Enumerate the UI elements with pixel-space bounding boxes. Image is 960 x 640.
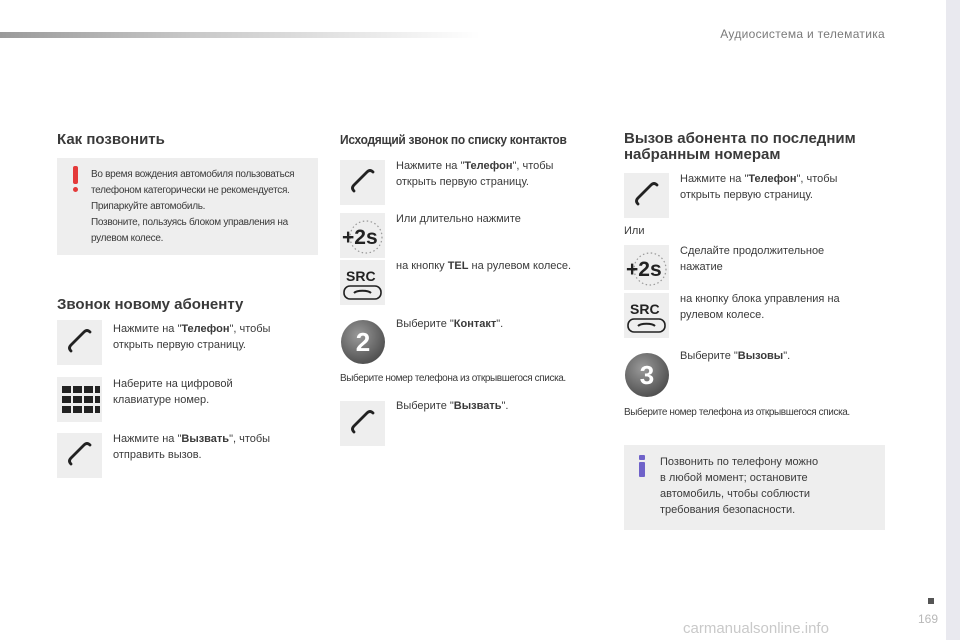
page-marker xyxy=(928,598,934,604)
plus-2s-label: +2s xyxy=(626,258,662,281)
info-box xyxy=(624,445,885,530)
recent-long-press-text: Сделайте продолжительное нажатие xyxy=(680,245,825,273)
heading-new-caller: Звонок новому абоненту xyxy=(57,296,244,313)
contacts-or-long-text: Или длительно нажмите xyxy=(396,213,521,225)
right-edge-bar xyxy=(946,0,960,640)
contacts-step1-text: Нажмите на "Телефон", чтобы открыть первую страницу. xyxy=(396,160,554,188)
top-gradient-bar xyxy=(0,32,480,38)
contacts-select-contact: Выберите "Контакт". xyxy=(396,318,504,330)
recent-or-text: Или xyxy=(624,225,645,237)
warning-text: Во время вождения автомобиля пользоваться телефоном категорически не рекомендуется. Припаркуйте автомобиль. Позвоните, пользуясь блоком управления на рулевом колесе. xyxy=(91,169,295,244)
src-button-icon xyxy=(340,260,385,305)
warning-icon xyxy=(71,166,81,194)
phone-handset-icon xyxy=(57,433,102,478)
src-label: SRC xyxy=(630,301,660,317)
phone-handset-icon xyxy=(340,160,385,205)
recent-steering-text: на кнопку блока управления на рулевом колесе. xyxy=(680,293,840,321)
plus-2s-label: +2s xyxy=(342,226,378,249)
contacts-note: Выберите номер телефона из открывшегося списка. xyxy=(340,373,566,384)
src-label: SRC xyxy=(346,268,376,284)
src-button-icon xyxy=(624,293,669,338)
new-step3-text: Нажмите на "Вызвать", чтобы отправить вызов. xyxy=(113,433,271,461)
new-step1-text: Нажмите на "Телефон", чтобы открыть первую страницу. xyxy=(113,323,271,351)
step-badge-3: 3 xyxy=(625,353,669,397)
info-icon xyxy=(638,455,646,477)
heading-how-to-call: Как позвонить xyxy=(57,131,165,148)
warning-box xyxy=(57,158,318,255)
heading-contacts-call: Исходящий звонок по списку контактов xyxy=(340,132,567,147)
keypad-icon xyxy=(57,377,102,422)
recent-step1-text: Нажмите на "Телефон", чтобы открыть первую страницу. xyxy=(680,173,838,201)
phone-handset-icon xyxy=(57,320,102,365)
phone-handset-icon xyxy=(340,401,385,446)
step-badge-2: 2 xyxy=(341,320,385,364)
recent-note: Выберите номер телефона из открывшегося списка. xyxy=(624,407,850,418)
plus-2s-icon xyxy=(340,213,385,258)
recent-select-calls: Выберите "Вызовы". xyxy=(680,350,791,362)
watermark: carmanualsonline.info xyxy=(683,620,829,637)
plus-2s-icon xyxy=(624,245,669,290)
info-text: Позвонить по телефону можно в любой момент; остановите автомобиль, чтобы соблюсти требования безопасности. xyxy=(660,456,819,516)
page-number: 169 xyxy=(917,612,938,626)
new-step2-text: Наберите на цифровой клавиатуре номер. xyxy=(113,378,233,406)
section-header: Аудиосистема и телематика xyxy=(720,27,885,41)
heading-recent-calls: Вызов абонента по последним набранным номерам xyxy=(624,130,856,163)
contacts-tel-text: на кнопку TEL на рулевом колесе. xyxy=(396,260,572,272)
phone-handset-icon xyxy=(624,173,669,218)
contacts-select-call: Выберите "Вызвать". xyxy=(396,400,509,412)
